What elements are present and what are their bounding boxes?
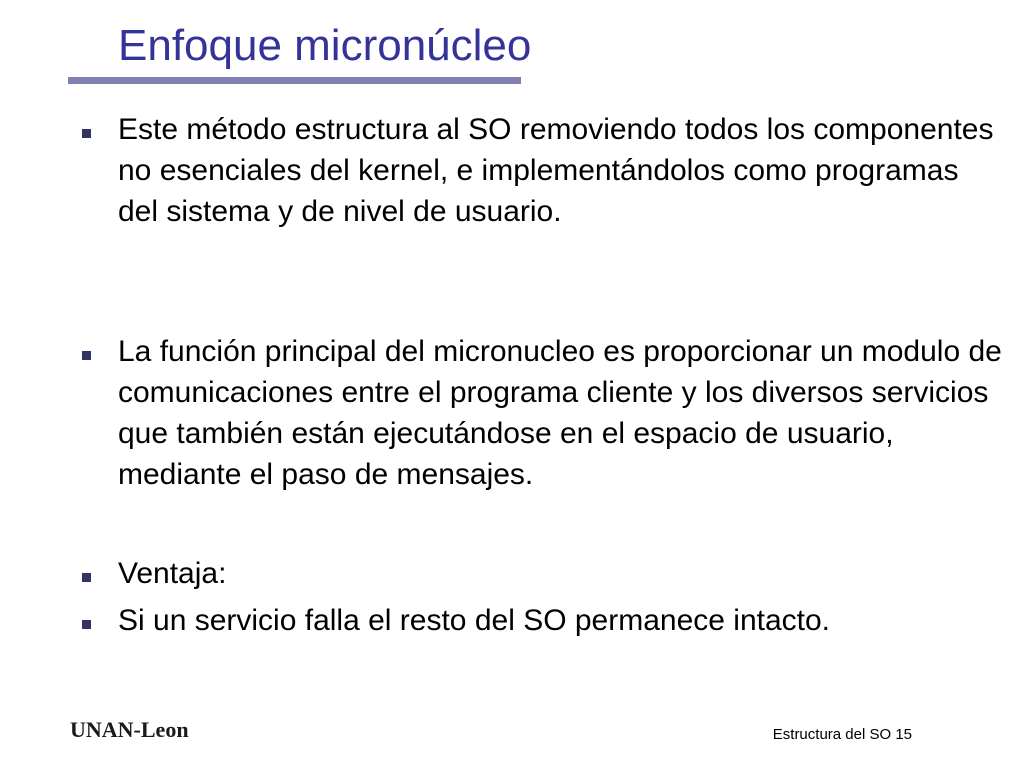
footer-page-label: Estructura del SO 15 bbox=[772, 726, 912, 743]
footer-brand: UNAN-Leon bbox=[70, 717, 189, 742]
square-bullet-icon bbox=[82, 351, 91, 360]
square-bullet-icon bbox=[82, 129, 91, 138]
bullet-text: Si un servicio falla el resto del SO permanece intacto. bbox=[118, 604, 831, 637]
slide-title: Enfoque micronúcleo bbox=[118, 21, 532, 70]
square-bullet-icon bbox=[82, 620, 91, 629]
title-underline bbox=[68, 77, 521, 84]
bullet-text: La función principal del micronucleo es proporcionar un modulo de comunicaciones entre el programa cliente y los diversos servicios que también están ejecutándose en el espacio de usuario, mediante el paso de mensajes. bbox=[118, 335, 1002, 491]
bullet-text: Este método estructura al SO removiendo todos los componentes no esenciales del kernel, e implementándolos como programas del sistema y de nivel de usuario. bbox=[118, 113, 994, 228]
square-bullet-icon bbox=[82, 573, 91, 582]
bullet-text: Ventaja: bbox=[118, 557, 227, 590]
